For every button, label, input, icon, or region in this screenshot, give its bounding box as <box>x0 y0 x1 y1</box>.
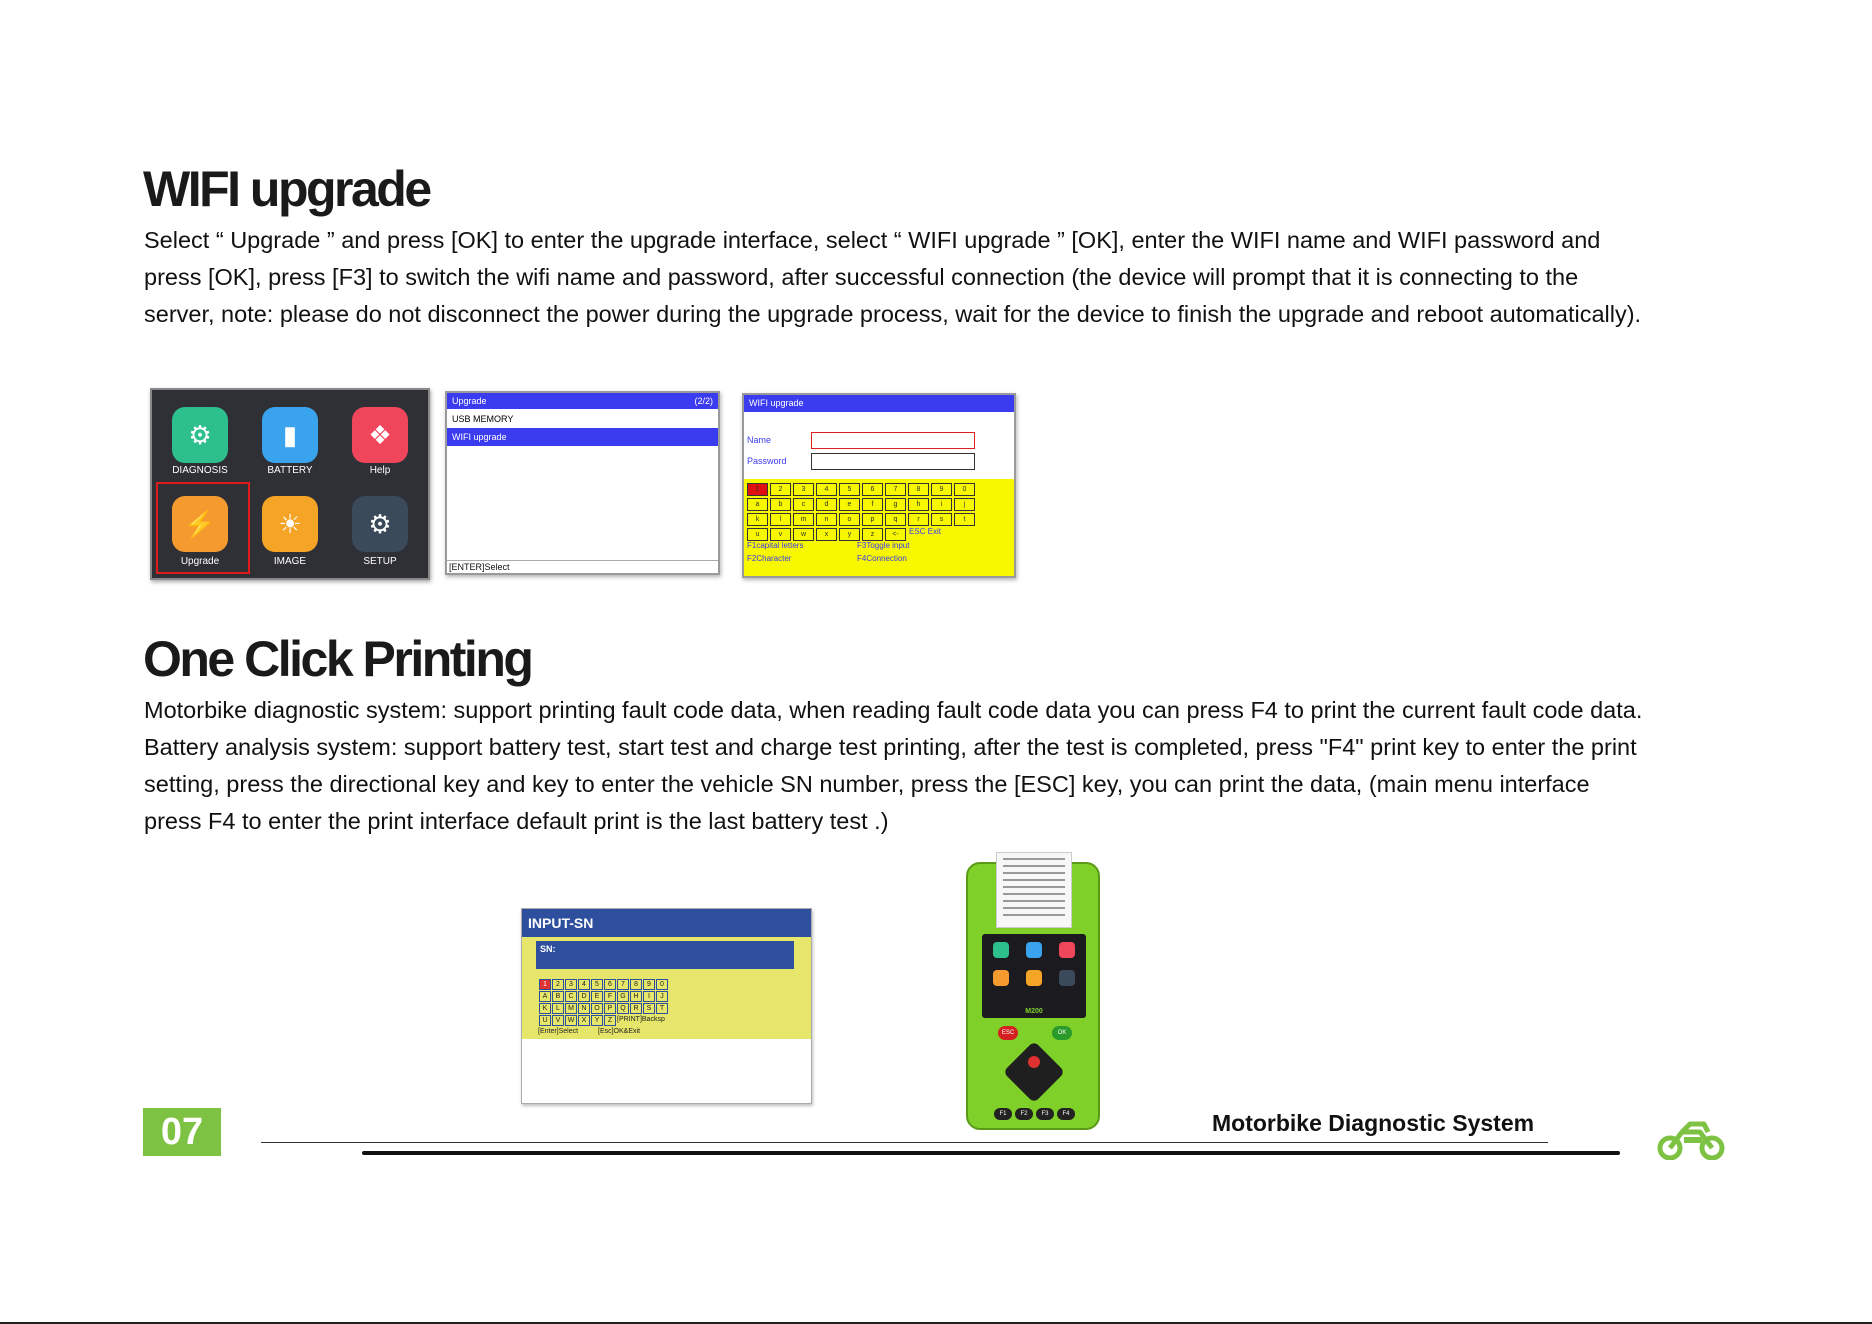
menu-label-setup: SETUP <box>363 556 397 567</box>
keyboard-key: 3 <box>793 483 814 496</box>
sn-hint-backsp: [PRINT]Backsp <box>617 1016 665 1023</box>
wifi-password-field <box>811 453 975 470</box>
sn-keyboard-key: 9 <box>643 979 655 990</box>
sn-keyboard-key: B <box>552 991 564 1002</box>
keyboard-key: n <box>816 513 837 526</box>
image-icon: ☀ <box>262 496 318 552</box>
keyboard-key: <- <box>885 528 906 541</box>
sn-keyboard-key: G <box>617 991 629 1002</box>
keyboard-key: y <box>839 528 860 541</box>
sn-keyboard-key: M <box>565 1003 577 1014</box>
keyboard-hint-f1: F1capital letters <box>747 541 804 550</box>
motorbike-icon <box>1656 1118 1726 1160</box>
ok-key: OK <box>1052 1026 1072 1040</box>
sn-keyboard-key: Z <box>604 1015 616 1026</box>
sn-keyboard-area <box>522 937 811 1039</box>
menu-label-diagnosis: DIAGNOSIS <box>172 465 228 476</box>
sn-keyboard-key: E <box>591 991 603 1002</box>
sn-keyboard-key: T <box>656 1003 668 1014</box>
keyboard-key: i <box>931 498 952 511</box>
keyboard-key: u <box>747 528 768 541</box>
printed-receipt <box>996 852 1072 928</box>
sn-hint-enter: [Enter]Select <box>538 1028 579 1035</box>
sn-keyboard-key: P <box>604 1003 616 1014</box>
sn-keyboard-key: C <box>565 991 577 1002</box>
sn-keyboard-key: 0 <box>656 979 668 990</box>
keyboard-key: 9 <box>931 483 952 496</box>
page-number: 07 <box>143 1108 221 1156</box>
keyboard-key: o <box>839 513 860 526</box>
keyboard-key: w <box>793 528 814 541</box>
menu-label-battery: BATTERY <box>267 465 313 476</box>
keyboard-key: f <box>862 498 883 511</box>
page-indicator: (2/2) <box>694 396 713 406</box>
description-line: Motorbike diagnostic system: support printing fault code data, when reading fault code data you can press F4 to print the current fault code data. <box>144 697 1643 723</box>
sn-keyboard-key: Q <box>617 1003 629 1014</box>
sn-keyboard-key: U <box>539 1015 551 1026</box>
sn-keyboard-key: S <box>643 1003 655 1014</box>
device-model: M200 <box>1025 1008 1043 1015</box>
sn-field: SN: <box>536 941 794 969</box>
list-item-usb-memory: USB MEMORY <box>452 414 514 424</box>
keyboard-key: s <box>931 513 952 526</box>
keyboard-key: x <box>816 528 837 541</box>
mini-image-icon <box>1026 970 1042 986</box>
footer-rule <box>362 1151 1620 1155</box>
usb-icon: ⚡ <box>172 496 228 552</box>
screen-title: INPUT-SN <box>522 909 811 937</box>
sn-keyboard-key: 8 <box>630 979 642 990</box>
sn-keyboard-key: H <box>630 991 642 1002</box>
keyboard-hint-f3: F3Toggle input <box>857 541 910 550</box>
footer-title: Motorbike Diagnostic System <box>1212 1110 1535 1136</box>
main-menu-screenshot <box>150 388 430 580</box>
name-label: Name <box>747 435 772 445</box>
keyboard-key: 5 <box>839 483 860 496</box>
wifi-upgrade-screenshot <box>742 393 1016 578</box>
screen-title: WIFI upgrade <box>744 395 1014 412</box>
sn-keyboard-key: I <box>643 991 655 1002</box>
keyboard-key: l <box>770 513 791 526</box>
menu-label-help: Help <box>369 465 391 476</box>
sn-keyboard-key: 5 <box>591 979 603 990</box>
f3-key: F3 <box>1036 1108 1054 1120</box>
keyboard-key: m <box>793 513 814 526</box>
battery-icon: ▮ <box>262 407 318 463</box>
keyboard-key: a <box>747 498 768 511</box>
keyboard-key: t <box>954 513 975 526</box>
sn-keyboard-key: 2 <box>552 979 564 990</box>
description-line: server, note: please do not disconnect the power during the upgrade process, wait for the device to finish the upgrade and reboot automatically). <box>144 301 1642 327</box>
mini-diagnosis-icon <box>993 942 1009 958</box>
sn-keyboard-key: D <box>578 991 590 1002</box>
sn-keyboard-key: Y <box>591 1015 603 1026</box>
f2-key: F2 <box>1015 1108 1033 1120</box>
description-line: setting, press the directional key and key to enter the vehicle SN number, press the [ESC] key, you can print the data, (main menu interface <box>144 771 1590 797</box>
f4-key: F4 <box>1057 1108 1075 1120</box>
input-sn-screenshot <box>521 908 812 1104</box>
directional-pad <box>1003 1041 1065 1103</box>
keyboard-key: c <box>793 498 814 511</box>
keyboard-key: 8 <box>908 483 929 496</box>
center-key <box>1028 1056 1040 1068</box>
sn-hint-esc: [Esc]OK&Exit <box>598 1028 641 1035</box>
list-item-wifi-upgrade: WIFI upgrade <box>447 428 718 446</box>
screen-title-bar <box>447 393 718 409</box>
selection-highlight <box>156 482 250 574</box>
sn-keyboard-key: 6 <box>604 979 616 990</box>
sn-keyboard-key: V <box>552 1015 564 1026</box>
keyboard-key: 7 <box>885 483 906 496</box>
section-title-one-click-printing: One Click Printing <box>143 631 532 687</box>
screen-title: Upgrade <box>452 396 487 406</box>
f1-key: F1 <box>994 1108 1012 1120</box>
description-line: press [OK], press [F3] to switch the wifi name and password, after successful connection (the device will prompt that it is connecting to the <box>144 264 1579 290</box>
printing-description <box>144 692 1642 840</box>
keyboard-key: 1 <box>747 483 768 496</box>
keyboard-key: z <box>862 528 883 541</box>
sn-keyboard-key: F <box>604 991 616 1002</box>
upgrade-list-screenshot <box>445 391 720 575</box>
menu-label-image: IMAGE <box>273 556 307 567</box>
description-line: press F4 to enter the print interface default print is the last battery test .) <box>144 808 889 834</box>
keyboard-key: q <box>885 513 906 526</box>
diagnostic-device-photo <box>966 852 1100 1130</box>
keyboard-hint-esc: ESC Exit <box>909 527 942 536</box>
keyboard-hint-f2: F2Character <box>747 554 792 563</box>
wifi-upgrade-description <box>144 222 1641 333</box>
sn-keyboard-key: 7 <box>617 979 629 990</box>
sn-keyboard-key: A <box>539 991 551 1002</box>
keyboard-key: 2 <box>770 483 791 496</box>
sn-keyboard-key: 4 <box>578 979 590 990</box>
password-label: Password <box>747 456 787 466</box>
sn-keyboard-key: L <box>552 1003 564 1014</box>
esc-key: ESC <box>998 1026 1018 1040</box>
help-icon: ❖ <box>352 407 408 463</box>
sn-keyboard-key: N <box>578 1003 590 1014</box>
motorbike-icon: ⚙ <box>172 407 228 463</box>
mini-setup-icon <box>1059 970 1075 986</box>
description-line: Select “ Upgrade ” and press [OK] to enter the upgrade interface, select “ WIFI upgrade ” [OK], enter the WIFI name and WIFI password and <box>144 227 1601 253</box>
sn-keyboard-key: 3 <box>565 979 577 990</box>
sn-keyboard-key: K <box>539 1003 551 1014</box>
mini-battery-icon <box>1026 942 1042 958</box>
section-title-wifi-upgrade: WIFI upgrade <box>143 161 430 217</box>
keyboard-key: j <box>954 498 975 511</box>
keyboard-key: b <box>770 498 791 511</box>
on-screen-keyboard <box>744 479 1014 576</box>
keyboard-key: p <box>862 513 883 526</box>
mini-help-icon <box>1059 942 1075 958</box>
sn-keyboard-key: O <box>591 1003 603 1014</box>
settings-icon: ⚙ <box>352 496 408 552</box>
wifi-name-field <box>811 432 975 449</box>
keyboard-key: 4 <box>816 483 837 496</box>
mini-upgrade-icon <box>993 970 1009 986</box>
keyboard-key: v <box>770 528 791 541</box>
sn-keyboard-key: J <box>656 991 668 1002</box>
menu-label-upgrade: Upgrade <box>180 556 220 567</box>
screen-footer-hint: [ENTER]Select <box>447 560 718 573</box>
keyboard-key: g <box>885 498 906 511</box>
sn-keyboard-key: W <box>565 1015 577 1026</box>
keyboard-key: 0 <box>954 483 975 496</box>
keyboard-key: e <box>839 498 860 511</box>
keyboard-key: 6 <box>862 483 883 496</box>
sn-keyboard-key: X <box>578 1015 590 1026</box>
footer-divider <box>261 1142 1548 1143</box>
description-line: Battery analysis system: support battery test, start test and charge test printing, after the test is completed, press "F4" print key to enter the print <box>144 734 1637 760</box>
keyboard-key: h <box>908 498 929 511</box>
keyboard-key: r <box>908 513 929 526</box>
device-screen <box>982 934 1086 1018</box>
keyboard-hint-f4: F4Connection <box>857 554 907 563</box>
keyboard-key: k <box>747 513 768 526</box>
sn-keyboard-key: 1 <box>539 979 551 990</box>
keyboard-key: d <box>816 498 837 511</box>
sn-keyboard-key: R <box>630 1003 642 1014</box>
